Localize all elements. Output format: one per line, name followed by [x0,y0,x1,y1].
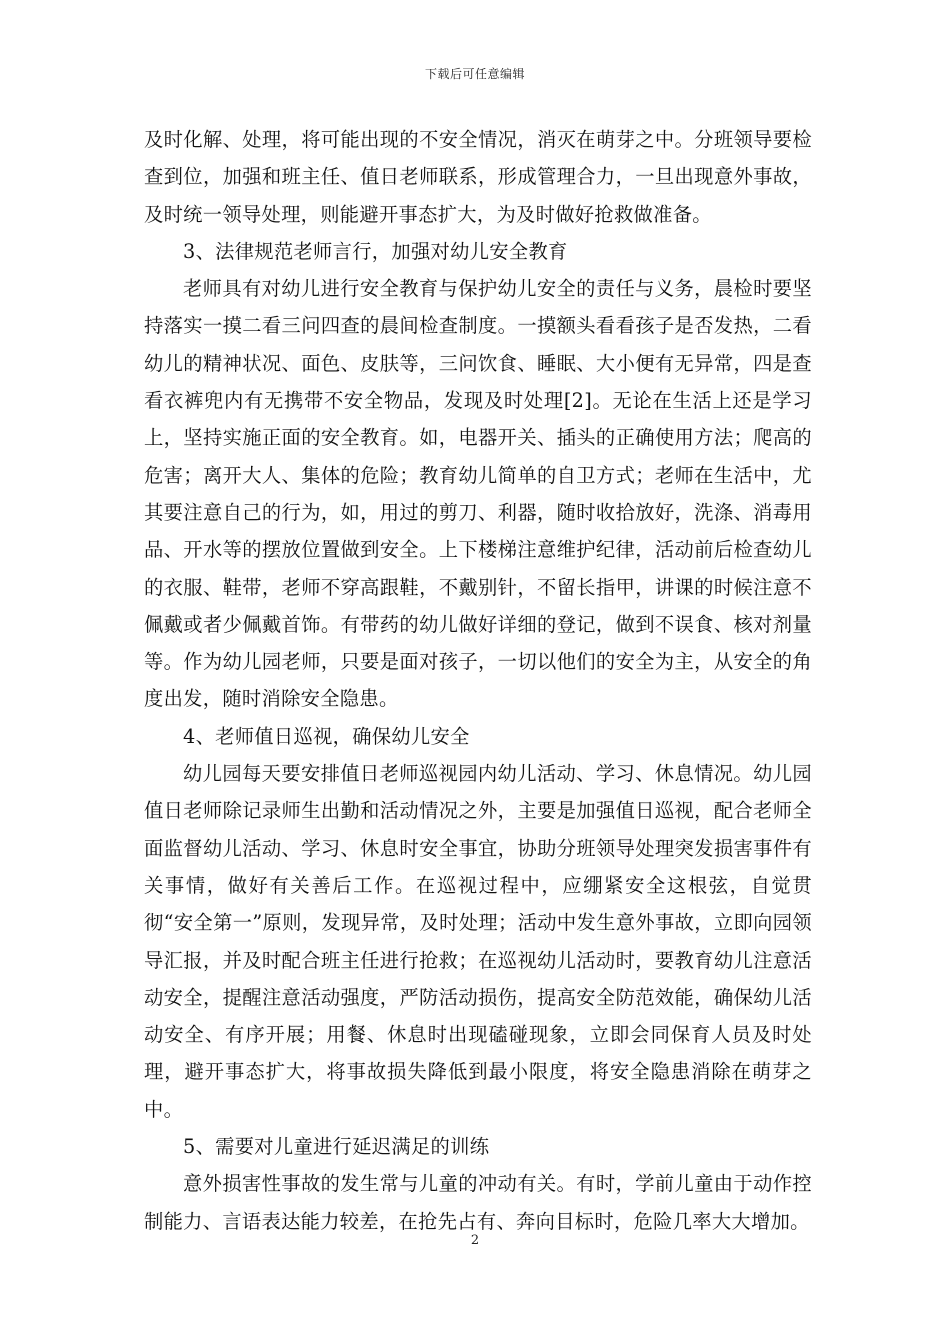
page-number: 2 [470,1233,480,1248]
paragraph-duty-patrol: 幼儿园每天要安排值日老师巡视园内幼儿活动、学习、休息情况。幼儿园值日老师除记录师生出勤和活动情况之外，主要是加强值日巡视，配合老师全面监督幼儿活动、学习、休息时安全事宜，协助分班领导处理突发损害事件有关事情，做好有关善后工作。在巡视过程中，应绷紧安全这根弦，自觉贯彻“安全第一”原则，发现异常，及时处理；活动中发生意外事故，立即向园领导汇报，并及时配合班主任进行抢救；在巡视幼儿活动时，要教育幼儿注意活动安全，提醒注意活动强度，严防活动损伤，提高安全防范效能，确保幼儿活动安全、有序开展；用餐、休息时出现磕碰现象，立即会同保育人员及时处理，避开事态扩大，将事故损失降低到最小限度，将安全隐患消除在萌芽之中。 [144,762,812,1121]
paragraph-delayed-gratification: 意外损害性事故的发生常与儿童的冲动有关。有时，学前儿童由于动作控制能力、言语表达能力较差，在抢先占有、奔向目标时，危险几率大大增加。 [144,1172,812,1233]
section-heading-4: 4、老师值日巡视，确保幼儿安全 [183,724,470,748]
section-heading-5: 5、需要对儿童进行延迟满足的训练 [183,1135,490,1159]
document-body [144,121,812,1240]
section-heading-3: 3、法律规范老师言行，加强对幼儿安全教育 [183,239,568,263]
paragraph-continuation: 及时化解、处理，将可能出现的不安全情况，消灭在萌芽之中。分班领导要检查到位，加强和班主任、值日老师联系，形成管理合力，一旦出现意外事故，及时统一领导处理，则能避开事态扩大，为及时做好抢救做准备。 [144,128,812,226]
page-header: 下载后可任意编辑 [424,67,525,81]
paragraph-teacher-safety-education: 老师具有对幼儿进行安全教育与保护幼儿安全的责任与义务，晨检时要坚持落实一摸二看三问四查的晨间检查制度。一摸额头看看孩子是否发热，二看幼儿的精神状况、面色、皮肤等，三问饮食、睡眠、大小便有无异常，四是查看衣裤兜内有无携带不安全物品，发现及时处理[2]。无论在生活上还是学习上，坚持实施正面的安全教育。如，电器开关、插头的正确使用方法；爬高的危害；离开大人、集体的危险；教育幼儿简单的自卫方式；老师在生活中，尤其要注意自己的行为，如，用过的剪刀、利器，随时收拾放好，洗涤、消毒用品、开水等的摆放位置做到安全。上下楼梯注意维护纪律，活动前后检查幼儿的衣服、鞋带，老师不穿高跟鞋，不戴别针，不留长指甲，讲课的时候注意不佩戴或者少佩戴首饰。有带药的幼儿做好详细的登记，做到不误食、核对剂量等。作为幼儿园老师，只要是面对孩子，一切以他们的安全为主，从安全的角度出发，随时消除安全隐患。 [144,277,812,711]
